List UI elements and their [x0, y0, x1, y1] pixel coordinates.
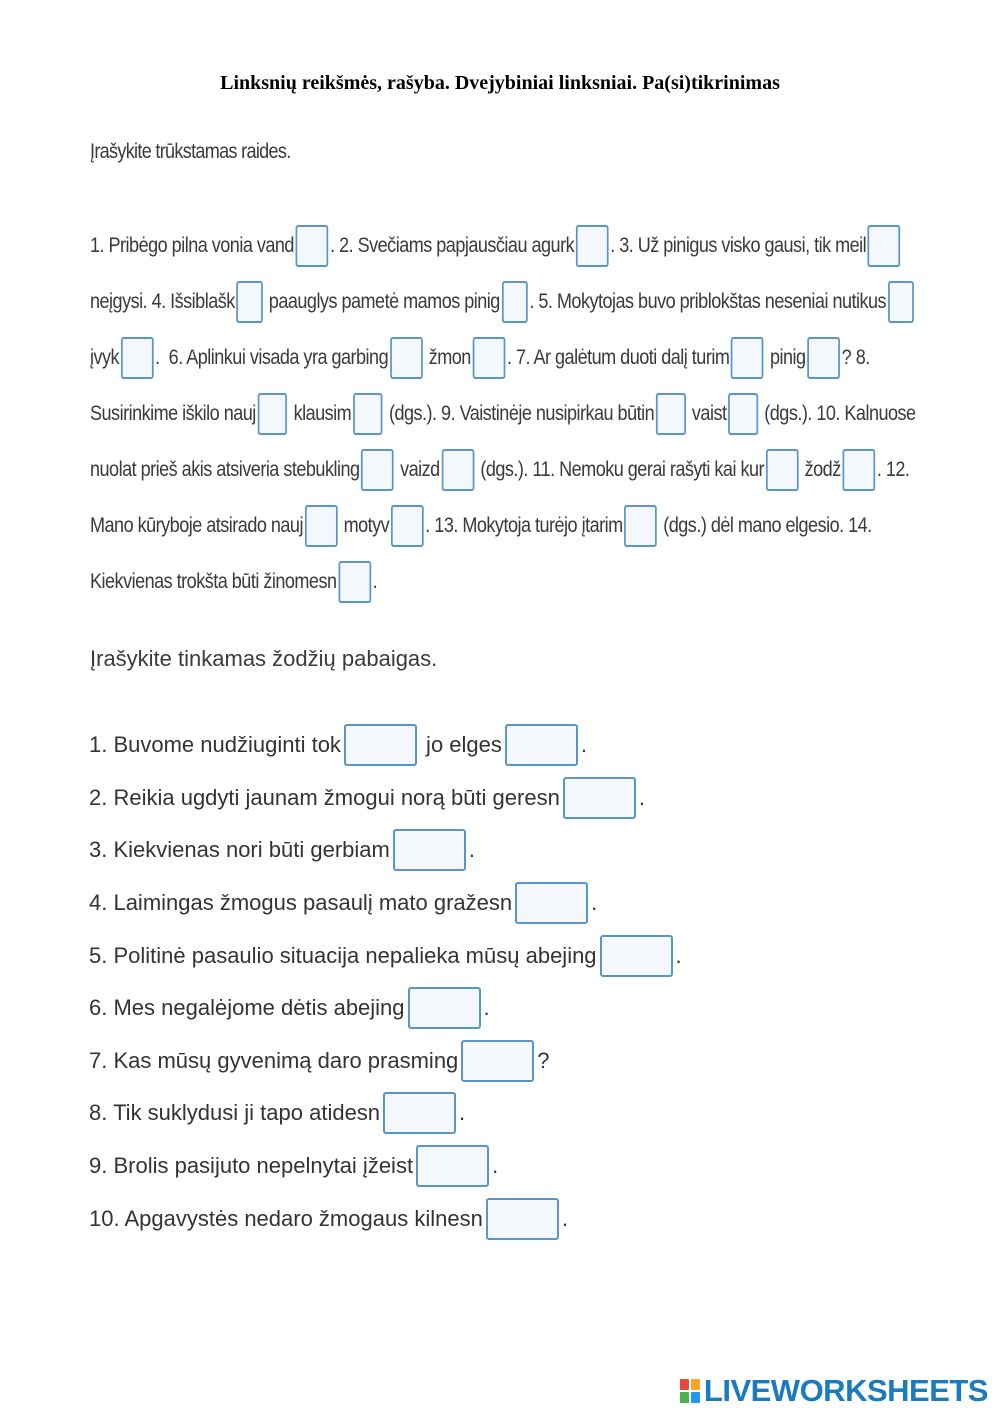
- exercise-text: vaizd: [395, 458, 440, 481]
- exercise-text: (dgs.) dėl mano elgesio. 14.: [658, 514, 872, 537]
- answer-box[interactable]: [728, 393, 758, 435]
- answer-box[interactable]: [473, 337, 506, 379]
- exercise-text: žodž: [800, 458, 841, 481]
- answer-box[interactable]: [515, 882, 588, 924]
- exercise-line: [90, 330, 916, 386]
- exercise-text: 8. Tik suklydusi ji tapo atidesn: [89, 1100, 381, 1126]
- answer-box[interactable]: [353, 393, 383, 435]
- exercise-text: 5. Politinė pasaulio situacija nepalieka mūsų abejing: [89, 942, 597, 968]
- answer-box[interactable]: [391, 505, 424, 547]
- exercise-text: Kiekvienas trokšta būti žinomesn: [90, 570, 337, 593]
- exercise-line: [89, 1140, 682, 1193]
- answer-box[interactable]: [236, 281, 262, 323]
- exercise-text: .: [459, 1100, 466, 1126]
- exercise-text: paauglys pametė mamos pinig: [264, 290, 500, 313]
- exercise-text: .: [591, 890, 598, 916]
- exercise-text: klausim: [289, 402, 352, 425]
- exercise-text: . 2. Svečiams papjausčiau agurk: [330, 234, 575, 257]
- answer-box[interactable]: [868, 225, 901, 267]
- answer-box[interactable]: [842, 449, 875, 491]
- liveworksheets-logo: [680, 1373, 988, 1409]
- exercise-text: .: [372, 570, 378, 593]
- answer-box[interactable]: [731, 337, 764, 379]
- exercise-text: (dgs.). 10. Kalnuose: [759, 402, 916, 425]
- exercise-line: [90, 498, 916, 554]
- exercise-text: .: [468, 837, 475, 863]
- answer-box[interactable]: [305, 505, 338, 547]
- exercise-text: 2. Reikia ugdyti jaunam žmogui norą būti geresn: [89, 784, 560, 810]
- exercise-text: .: [675, 942, 682, 968]
- exercise-text: . 6. Aplinkui visada yra garbing: [155, 346, 389, 369]
- exercise-text: .: [561, 1205, 568, 1231]
- answer-box[interactable]: [393, 829, 466, 871]
- answer-box[interactable]: [563, 777, 636, 819]
- exercise-text: 7. Kas mūsų gyvenimą daro prasming: [89, 1047, 459, 1073]
- exercise-line: [89, 1035, 682, 1088]
- exercise-text: Susirinkime iškilo nauj: [90, 402, 256, 425]
- logo-icon: [680, 1379, 700, 1403]
- exercise-text: žmon: [424, 346, 471, 369]
- logo-square: [691, 1392, 700, 1403]
- answer-box[interactable]: [624, 505, 657, 547]
- logo-square: [691, 1379, 700, 1390]
- answer-box[interactable]: [390, 337, 423, 379]
- section1-exercise: [90, 218, 916, 610]
- exercise-line: [90, 274, 916, 330]
- exercise-text: . 12.: [876, 458, 910, 481]
- exercise-line: [89, 719, 682, 772]
- exercise-text: .: [492, 1153, 499, 1179]
- exercise-text: ?: [537, 1047, 550, 1073]
- answer-box[interactable]: [296, 225, 329, 267]
- exercise-line: [90, 442, 916, 498]
- exercise-line: [89, 772, 682, 825]
- exercise-text: 1. Pribėgo pilna vonia vand: [90, 234, 294, 257]
- exercise-line: [89, 877, 682, 930]
- exercise-text: .: [483, 995, 490, 1021]
- exercise-text: . 5. Mokytojas buvo priblokštas neseniai nutikus: [529, 290, 887, 313]
- answer-box[interactable]: [383, 1092, 456, 1134]
- exercise-text: jo elges: [419, 732, 502, 758]
- exercise-text: (dgs.). 9. Vaistinėje nusipirkau būtin: [384, 402, 655, 425]
- exercise-text: .: [638, 784, 645, 810]
- exercise-text: neįgysi. 4. Išsiblašk: [90, 290, 235, 313]
- answer-box[interactable]: [600, 935, 673, 977]
- exercise-line: [90, 218, 916, 274]
- section2-instruction: Įrašykite tinkamas žodžių pabaigas.: [90, 646, 438, 671]
- exercise-text: . 7. Ar galėtum duoti dalį turim: [506, 346, 730, 369]
- exercise-text: . 13. Mokytoja turėjo įtarim: [425, 514, 623, 537]
- exercise-line: [89, 1192, 682, 1245]
- exercise-text: (dgs.). 11. Nemoku gerai rašyti kai kur: [475, 458, 764, 481]
- exercise-line: [89, 982, 682, 1035]
- exercise-text: įvyk: [90, 346, 120, 369]
- exercise-text: 10. Apgavystės nedaro žmogaus kilnesn: [89, 1205, 483, 1231]
- answer-box[interactable]: [888, 281, 914, 323]
- exercise-text: 4. Laimingas žmogus pasaulį mato gražesn: [89, 890, 513, 916]
- answer-box[interactable]: [502, 281, 528, 323]
- logo-text: LIVEWORKSHEETS: [703, 1373, 988, 1408]
- exercise-text: ? 8.: [841, 346, 870, 369]
- exercise-line: [90, 386, 916, 442]
- answer-box[interactable]: [461, 1040, 534, 1082]
- exercise-text: 9. Brolis pasijuto nepelnytai įžeist: [89, 1153, 414, 1179]
- exercise-line: [89, 929, 682, 982]
- answer-box[interactable]: [121, 337, 154, 379]
- exercise-line: [90, 554, 916, 610]
- exercise-text: vaist: [687, 402, 727, 425]
- exercise-text: nuolat prieš akis atsiveria stebukling: [90, 458, 360, 481]
- answer-box[interactable]: [441, 449, 474, 491]
- answer-box[interactable]: [338, 561, 371, 603]
- logo-square: [680, 1379, 689, 1390]
- exercise-text: 3. Kiekvienas nori būti gerbiam: [89, 837, 390, 863]
- logo-square: [680, 1392, 689, 1403]
- exercise-text: motyv: [339, 514, 390, 537]
- answer-box[interactable]: [656, 393, 686, 435]
- answer-box[interactable]: [258, 393, 288, 435]
- answer-box[interactable]: [486, 1198, 559, 1240]
- exercise-text: .: [580, 732, 588, 758]
- exercise-line: [89, 824, 682, 877]
- answer-box[interactable]: [766, 449, 799, 491]
- exercise-line: [89, 1087, 682, 1140]
- answer-box[interactable]: [576, 225, 609, 267]
- answer-box[interactable]: [807, 337, 840, 379]
- exercise-text: 1. Buvome nudžiuginti tok: [89, 732, 341, 758]
- answer-box[interactable]: [344, 724, 417, 766]
- answer-box[interactable]: [361, 449, 394, 491]
- exercise-text: . 3. Už pinigus visko gausi, tik meil: [610, 234, 867, 257]
- section2-exercise: [89, 719, 682, 1245]
- answer-box[interactable]: [505, 724, 578, 766]
- exercise-text: Mano kūryboje atsirado nauj: [90, 514, 303, 537]
- exercise-text: 6. Mes negalėjome dėtis abejing: [89, 995, 405, 1021]
- answer-box[interactable]: [416, 1145, 489, 1187]
- answer-box[interactable]: [408, 987, 481, 1029]
- page-title: Linksnių reikšmės, rašyba. Dvejybiniai linksniai. Pa(si)tikrinimas: [220, 72, 780, 94]
- section1-instruction: Įrašykite trūkstamas raides.: [90, 140, 291, 163]
- exercise-text: pinig: [765, 346, 806, 369]
